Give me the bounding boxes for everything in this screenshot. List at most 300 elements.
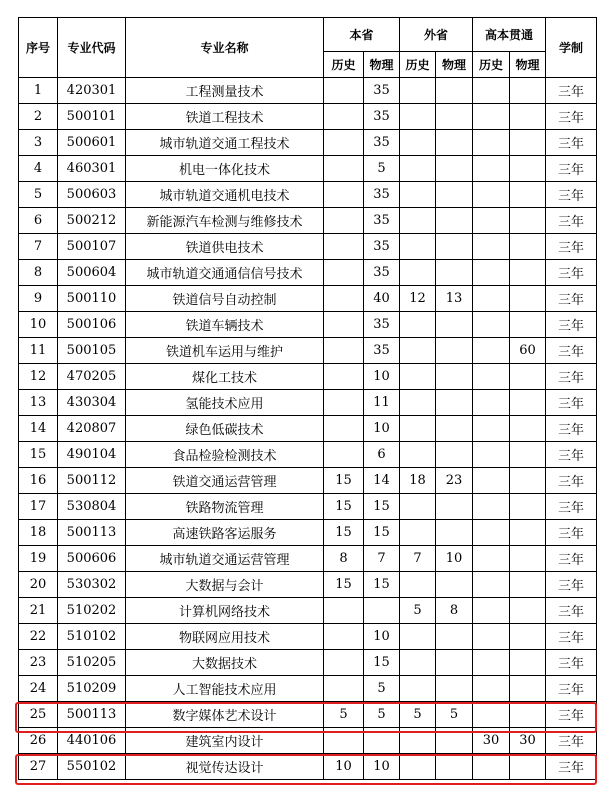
cell-home-physics: 35 — [364, 234, 400, 260]
cell-duration: 三年 — [546, 598, 597, 624]
cell-seq: 23 — [19, 650, 58, 676]
cell-other-history: 7 — [400, 546, 436, 572]
cell-other-physics — [436, 78, 473, 104]
cell-duration: 三年 — [546, 728, 597, 754]
cell-code: 500606 — [58, 546, 126, 572]
cell-home-physics: 15 — [364, 494, 400, 520]
cell-code: 470205 — [58, 364, 126, 390]
cell-seq: 20 — [19, 572, 58, 598]
cell-home-physics — [364, 728, 400, 754]
cell-bachelor-history — [473, 390, 510, 416]
cell-home-physics: 11 — [364, 390, 400, 416]
cell-other-history — [400, 650, 436, 676]
cell-code: 500101 — [58, 104, 126, 130]
table-row — [19, 442, 597, 468]
cell-bachelor-physics — [510, 468, 546, 494]
cell-other-physics: 10 — [436, 546, 473, 572]
cell-code: 500603 — [58, 182, 126, 208]
cell-seq: 4 — [19, 156, 58, 182]
cell-name: 物联网应用技术 — [126, 624, 324, 650]
cell-duration: 三年 — [546, 104, 597, 130]
cell-bachelor-history — [473, 702, 510, 728]
cell-duration: 三年 — [546, 260, 597, 286]
cell-other-physics — [436, 676, 473, 702]
cell-name: 计算机网络技术 — [126, 598, 324, 624]
cell-bachelor-physics — [510, 416, 546, 442]
cell-seq: 8 — [19, 260, 58, 286]
cell-bachelor-physics — [510, 572, 546, 598]
enrollment-plan-table — [18, 17, 597, 780]
cell-code: 440106 — [58, 728, 126, 754]
cell-other-history — [400, 416, 436, 442]
cell-other-history — [400, 104, 436, 130]
cell-name: 人工智能技术应用 — [126, 676, 324, 702]
cell-other-physics — [436, 390, 473, 416]
table-row — [19, 728, 597, 754]
cell-bachelor-physics — [510, 520, 546, 546]
cell-name: 铁道信号自动控制 — [126, 286, 324, 312]
header-sub-history: 历史 — [473, 52, 510, 78]
table-row — [19, 650, 597, 676]
cell-other-history — [400, 442, 436, 468]
cell-home-physics: 10 — [364, 754, 400, 780]
cell-name: 铁道车辆技术 — [126, 312, 324, 338]
cell-home-physics: 35 — [364, 130, 400, 156]
cell-seq: 18 — [19, 520, 58, 546]
cell-bachelor-history — [473, 468, 510, 494]
cell-seq: 1 — [19, 78, 58, 104]
cell-seq: 27 — [19, 754, 58, 780]
header-sub-history: 历史 — [324, 52, 364, 78]
cell-bachelor-physics — [510, 234, 546, 260]
cell-code: 530302 — [58, 572, 126, 598]
cell-home-history: 8 — [324, 546, 364, 572]
cell-name: 视觉传达设计 — [126, 754, 324, 780]
cell-home-physics: 7 — [364, 546, 400, 572]
table-row — [19, 390, 597, 416]
cell-name: 机电一体化技术 — [126, 156, 324, 182]
cell-home-physics: 40 — [364, 286, 400, 312]
cell-name: 城市轨道交通运营管理 — [126, 546, 324, 572]
cell-bachelor-physics — [510, 78, 546, 104]
cell-bachelor-physics — [510, 702, 546, 728]
table-row — [19, 494, 597, 520]
cell-bachelor-history — [473, 598, 510, 624]
cell-seq: 2 — [19, 104, 58, 130]
cell-home-history — [324, 390, 364, 416]
cell-home-history — [324, 442, 364, 468]
table-row — [19, 546, 597, 572]
cell-home-history — [324, 104, 364, 130]
cell-other-physics: 13 — [436, 286, 473, 312]
cell-other-physics — [436, 494, 473, 520]
cell-code: 490104 — [58, 442, 126, 468]
cell-other-physics — [436, 572, 473, 598]
cell-bachelor-physics — [510, 598, 546, 624]
header-sub-physics: 物理 — [436, 52, 473, 78]
table-row — [19, 78, 597, 104]
cell-other-physics — [436, 208, 473, 234]
cell-other-history — [400, 234, 436, 260]
header-group-home-province: 本省 — [324, 18, 400, 52]
cell-home-history: 15 — [324, 520, 364, 546]
cell-home-history: 5 — [324, 702, 364, 728]
cell-home-physics: 5 — [364, 676, 400, 702]
cell-seq: 5 — [19, 182, 58, 208]
cell-name: 氢能技术应用 — [126, 390, 324, 416]
cell-home-physics: 35 — [364, 182, 400, 208]
cell-bachelor-history — [473, 416, 510, 442]
cell-seq: 26 — [19, 728, 58, 754]
cell-name: 城市轨道交通通信信号技术 — [126, 260, 324, 286]
cell-seq: 22 — [19, 624, 58, 650]
header-sub-physics: 物理 — [510, 52, 546, 78]
cell-other-history: 18 — [400, 468, 436, 494]
cell-home-physics: 15 — [364, 572, 400, 598]
cell-home-history — [324, 78, 364, 104]
cell-seq: 11 — [19, 338, 58, 364]
cell-other-history — [400, 208, 436, 234]
cell-home-physics: 10 — [364, 416, 400, 442]
cell-bachelor-physics — [510, 286, 546, 312]
cell-bachelor-physics — [510, 208, 546, 234]
cell-bachelor-physics — [510, 390, 546, 416]
cell-bachelor-history — [473, 338, 510, 364]
header-sub-physics: 物理 — [364, 52, 400, 78]
cell-bachelor-physics — [510, 182, 546, 208]
cell-other-history — [400, 676, 436, 702]
cell-bachelor-history — [473, 494, 510, 520]
cell-seq: 21 — [19, 598, 58, 624]
cell-duration: 三年 — [546, 676, 597, 702]
cell-home-history — [324, 728, 364, 754]
cell-duration: 三年 — [546, 468, 597, 494]
cell-code: 530804 — [58, 494, 126, 520]
cell-seq: 25 — [19, 702, 58, 728]
cell-bachelor-history — [473, 676, 510, 702]
cell-home-physics: 6 — [364, 442, 400, 468]
table-row — [19, 182, 597, 208]
cell-bachelor-history — [473, 208, 510, 234]
cell-code: 430304 — [58, 390, 126, 416]
cell-code: 510209 — [58, 676, 126, 702]
cell-bachelor-history — [473, 312, 510, 338]
table-row — [19, 208, 597, 234]
table-row — [19, 312, 597, 338]
cell-home-history — [324, 130, 364, 156]
cell-other-physics — [436, 130, 473, 156]
cell-other-physics: 23 — [436, 468, 473, 494]
cell-other-physics — [436, 338, 473, 364]
cell-seq: 7 — [19, 234, 58, 260]
table-row — [19, 260, 597, 286]
cell-home-history — [324, 676, 364, 702]
cell-name: 铁道供电技术 — [126, 234, 324, 260]
cell-code: 510102 — [58, 624, 126, 650]
cell-name: 铁道交通运营管理 — [126, 468, 324, 494]
cell-other-history — [400, 78, 436, 104]
cell-bachelor-history — [473, 104, 510, 130]
cell-seq: 16 — [19, 468, 58, 494]
cell-home-history — [324, 624, 364, 650]
cell-code: 550102 — [58, 754, 126, 780]
cell-duration: 三年 — [546, 754, 597, 780]
cell-duration: 三年 — [546, 390, 597, 416]
cell-other-history — [400, 624, 436, 650]
table-row — [19, 702, 597, 728]
cell-name: 高速铁路客运服务 — [126, 520, 324, 546]
table-row — [19, 572, 597, 598]
cell-code: 500113 — [58, 702, 126, 728]
cell-name: 铁道工程技术 — [126, 104, 324, 130]
cell-bachelor-history — [473, 572, 510, 598]
cell-other-history: 5 — [400, 702, 436, 728]
cell-bachelor-physics — [510, 494, 546, 520]
cell-bachelor-history — [473, 78, 510, 104]
cell-duration: 三年 — [546, 624, 597, 650]
cell-other-physics: 8 — [436, 598, 473, 624]
cell-home-history — [324, 286, 364, 312]
cell-other-physics — [436, 650, 473, 676]
cell-duration: 三年 — [546, 702, 597, 728]
table-row — [19, 598, 597, 624]
cell-duration: 三年 — [546, 286, 597, 312]
cell-other-physics — [436, 156, 473, 182]
cell-duration: 三年 — [546, 312, 597, 338]
cell-home-history — [324, 234, 364, 260]
cell-bachelor-history — [473, 182, 510, 208]
cell-other-physics — [436, 754, 473, 780]
table-header — [19, 18, 597, 78]
table-row — [19, 104, 597, 130]
table-row — [19, 676, 597, 702]
cell-name: 城市轨道交通机电技术 — [126, 182, 324, 208]
cell-home-history — [324, 182, 364, 208]
cell-code: 510205 — [58, 650, 126, 676]
cell-bachelor-physics — [510, 104, 546, 130]
cell-bachelor-physics — [510, 442, 546, 468]
cell-name: 大数据与会计 — [126, 572, 324, 598]
cell-bachelor-physics: 30 — [510, 728, 546, 754]
cell-name: 铁路物流管理 — [126, 494, 324, 520]
cell-seq: 24 — [19, 676, 58, 702]
cell-other-physics — [436, 520, 473, 546]
cell-other-physics — [436, 260, 473, 286]
cell-duration: 三年 — [546, 182, 597, 208]
cell-home-physics: 10 — [364, 624, 400, 650]
cell-duration: 三年 — [546, 338, 597, 364]
cell-other-history — [400, 156, 436, 182]
cell-home-physics: 5 — [364, 702, 400, 728]
cell-bachelor-history — [473, 260, 510, 286]
cell-name: 新能源汽车检测与维修技术 — [126, 208, 324, 234]
table-row — [19, 754, 597, 780]
table-row — [19, 364, 597, 390]
cell-home-physics: 15 — [364, 520, 400, 546]
cell-home-physics: 5 — [364, 156, 400, 182]
cell-home-history — [324, 338, 364, 364]
cell-other-history: 5 — [400, 598, 436, 624]
cell-code: 500107 — [58, 234, 126, 260]
cell-duration: 三年 — [546, 546, 597, 572]
cell-other-history — [400, 338, 436, 364]
cell-home-history: 10 — [324, 754, 364, 780]
cell-code: 500105 — [58, 338, 126, 364]
cell-other-history — [400, 312, 436, 338]
header-sub-history: 历史 — [400, 52, 436, 78]
cell-bachelor-history — [473, 650, 510, 676]
cell-code: 500106 — [58, 312, 126, 338]
cell-home-physics: 15 — [364, 650, 400, 676]
cell-other-history: 12 — [400, 286, 436, 312]
cell-name: 建筑室内设计 — [126, 728, 324, 754]
cell-duration: 三年 — [546, 442, 597, 468]
cell-duration: 三年 — [546, 156, 597, 182]
cell-duration: 三年 — [546, 572, 597, 598]
cell-name: 绿色低碳技术 — [126, 416, 324, 442]
cell-bachelor-history — [473, 130, 510, 156]
cell-bachelor-physics — [510, 546, 546, 572]
cell-code: 500113 — [58, 520, 126, 546]
cell-other-history — [400, 494, 436, 520]
cell-name: 数字媒体艺术设计 — [126, 702, 324, 728]
table-row — [19, 468, 597, 494]
cell-bachelor-history — [473, 546, 510, 572]
cell-home-history: 15 — [324, 494, 364, 520]
cell-home-history — [324, 156, 364, 182]
cell-name: 食品检验检测技术 — [126, 442, 324, 468]
cell-seq: 17 — [19, 494, 58, 520]
cell-bachelor-history — [473, 156, 510, 182]
table-row — [19, 624, 597, 650]
cell-other-history — [400, 390, 436, 416]
cell-duration: 三年 — [546, 364, 597, 390]
cell-home-physics: 35 — [364, 260, 400, 286]
cell-bachelor-physics: 60 — [510, 338, 546, 364]
cell-duration: 三年 — [546, 208, 597, 234]
cell-bachelor-physics — [510, 156, 546, 182]
cell-bachelor-history — [473, 442, 510, 468]
header-seq: 序号 — [19, 18, 58, 78]
cell-code: 500601 — [58, 130, 126, 156]
cell-home-history: 15 — [324, 468, 364, 494]
cell-code: 420301 — [58, 78, 126, 104]
cell-home-history: 15 — [324, 572, 364, 598]
cell-bachelor-physics — [510, 624, 546, 650]
cell-other-history — [400, 728, 436, 754]
table-row — [19, 286, 597, 312]
cell-bachelor-history — [473, 520, 510, 546]
cell-other-physics — [436, 416, 473, 442]
cell-name: 城市轨道交通工程技术 — [126, 130, 324, 156]
cell-code: 500212 — [58, 208, 126, 234]
cell-code: 420807 — [58, 416, 126, 442]
header-group-other-province: 外省 — [400, 18, 473, 52]
cell-bachelor-physics — [510, 260, 546, 286]
cell-seq: 12 — [19, 364, 58, 390]
cell-other-physics — [436, 234, 473, 260]
cell-home-history — [324, 260, 364, 286]
cell-duration: 三年 — [546, 78, 597, 104]
cell-other-physics — [436, 624, 473, 650]
cell-bachelor-physics — [510, 676, 546, 702]
cell-other-physics — [436, 728, 473, 754]
cell-seq: 3 — [19, 130, 58, 156]
cell-bachelor-physics — [510, 130, 546, 156]
header-duration: 学制 — [546, 18, 597, 78]
cell-bachelor-physics — [510, 754, 546, 780]
cell-home-physics — [364, 598, 400, 624]
table-body — [19, 78, 597, 780]
cell-bachelor-history — [473, 624, 510, 650]
cell-other-history — [400, 182, 436, 208]
table-row — [19, 416, 597, 442]
cell-home-physics: 35 — [364, 338, 400, 364]
cell-other-physics — [436, 364, 473, 390]
cell-duration: 三年 — [546, 234, 597, 260]
cell-name: 工程测量技术 — [126, 78, 324, 104]
cell-bachelor-physics — [510, 312, 546, 338]
header-name: 专业名称 — [126, 18, 324, 78]
cell-home-history — [324, 208, 364, 234]
cell-home-physics: 35 — [364, 104, 400, 130]
cell-bachelor-physics — [510, 650, 546, 676]
cell-other-history — [400, 520, 436, 546]
cell-seq: 9 — [19, 286, 58, 312]
table-row — [19, 338, 597, 364]
cell-name: 大数据技术 — [126, 650, 324, 676]
cell-home-physics: 10 — [364, 364, 400, 390]
header-group-vocational-bachelor: 高本贯通 — [473, 18, 546, 52]
cell-duration: 三年 — [546, 130, 597, 156]
cell-other-physics: 5 — [436, 702, 473, 728]
cell-bachelor-history: 30 — [473, 728, 510, 754]
cell-bachelor-history — [473, 754, 510, 780]
cell-other-history — [400, 572, 436, 598]
cell-seq: 15 — [19, 442, 58, 468]
cell-other-history — [400, 754, 436, 780]
cell-home-history — [324, 598, 364, 624]
cell-duration: 三年 — [546, 520, 597, 546]
cell-home-history — [324, 650, 364, 676]
table-row — [19, 130, 597, 156]
cell-seq: 14 — [19, 416, 58, 442]
cell-other-physics — [436, 312, 473, 338]
cell-other-physics — [436, 104, 473, 130]
cell-duration: 三年 — [546, 416, 597, 442]
cell-seq: 13 — [19, 390, 58, 416]
cell-home-physics: 35 — [364, 312, 400, 338]
cell-home-physics: 35 — [364, 78, 400, 104]
table-row — [19, 156, 597, 182]
cell-home-history — [324, 312, 364, 338]
table-row — [19, 520, 597, 546]
cell-code: 460301 — [58, 156, 126, 182]
cell-duration: 三年 — [546, 650, 597, 676]
cell-bachelor-history — [473, 364, 510, 390]
cell-home-physics: 14 — [364, 468, 400, 494]
cell-seq: 19 — [19, 546, 58, 572]
table-row — [19, 234, 597, 260]
cell-home-physics: 35 — [364, 208, 400, 234]
cell-name: 煤化工技术 — [126, 364, 324, 390]
cell-duration: 三年 — [546, 494, 597, 520]
cell-other-history — [400, 364, 436, 390]
cell-code: 500604 — [58, 260, 126, 286]
cell-bachelor-history — [473, 286, 510, 312]
cell-other-physics — [436, 182, 473, 208]
cell-other-physics — [436, 442, 473, 468]
